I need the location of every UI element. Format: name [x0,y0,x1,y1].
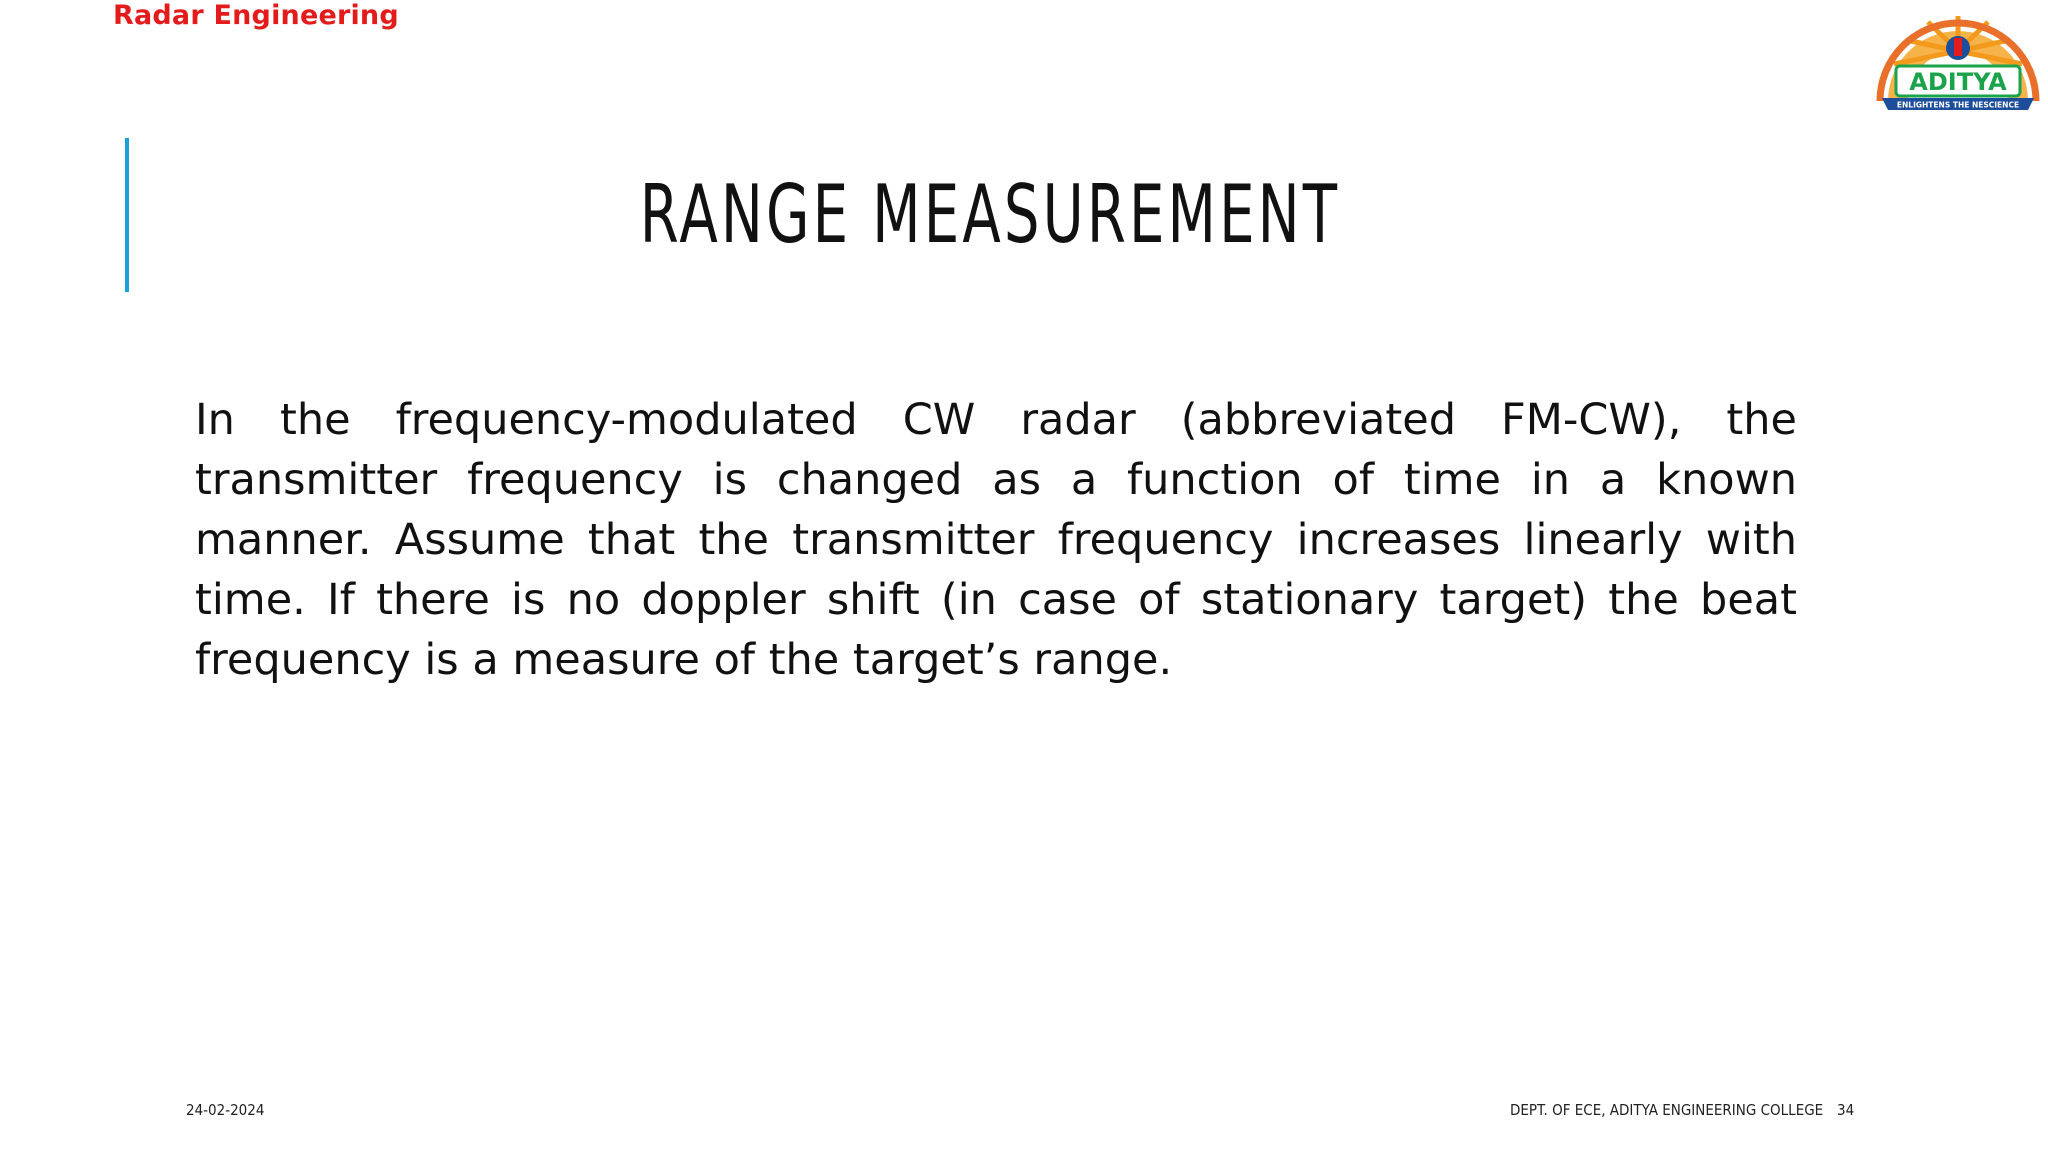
footer-page-number: 34 [1837,1101,1855,1119]
footer-date: 24-02-2024 [186,1101,265,1119]
title-accent-bar [125,138,129,292]
course-label: Radar Engineering [113,0,399,31]
college-logo-graphic [1868,6,2048,116]
body-paragraph: In the frequency-modulated CW radar (abbreviated FM-CW), the transmitter frequency is changed as a function of time in a known manner. Assume that the transmitter frequency increases linearly with time. If there is no doppler shift (in case of stationary target) the beat frequency is a measure of the target’s range. [195,395,1797,685]
college-logo [1868,6,2048,116]
logo-wordmark: ADITYA [1909,68,2007,96]
slide-title: RANGE MEASUREMENT [639,168,1341,261]
logo-tagline: ENLIGHTENS THE NESCIENCE [1896,100,2020,110]
footer-department: DEPT. OF ECE, ADITYA ENGINEERING COLLEGE [1510,1101,1824,1119]
